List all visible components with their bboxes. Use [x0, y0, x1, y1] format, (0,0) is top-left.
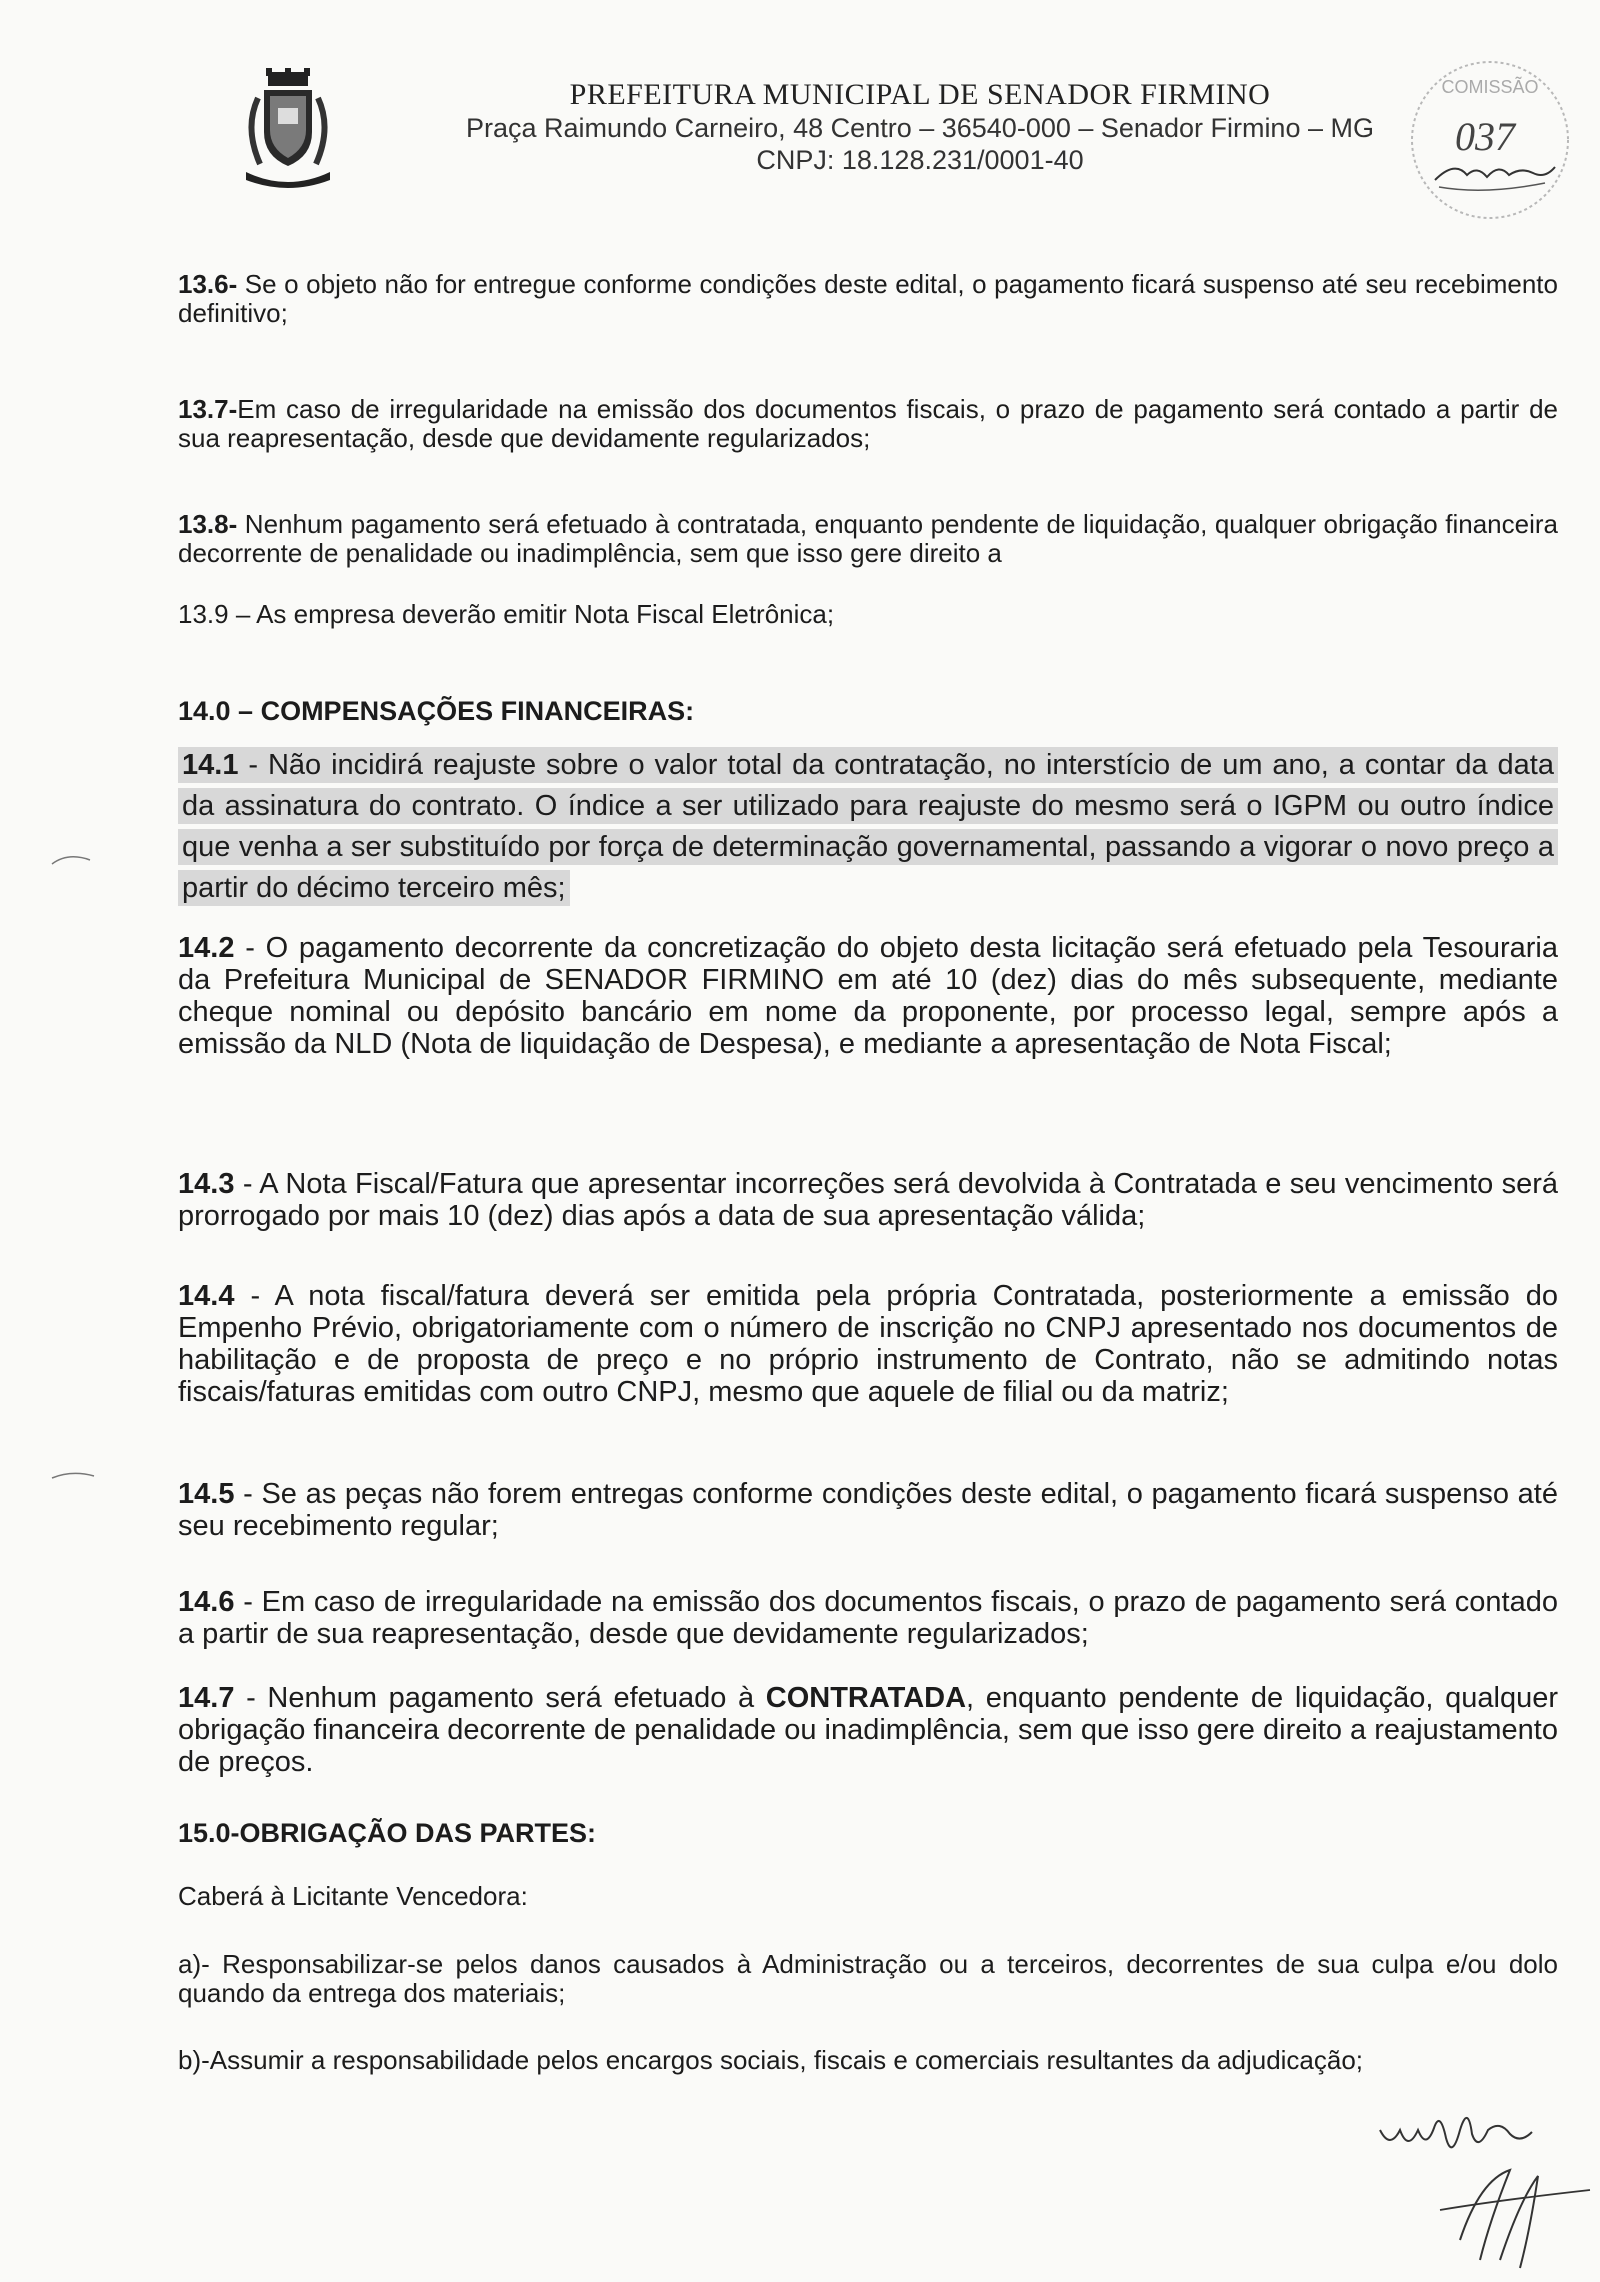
clause-text: - Se as peças não forem entregas conforme condições deste edital, o pagamento ficará suspenso até seu recebimento regular; — [178, 1478, 1558, 1542]
clause-text: - A nota fiscal/fatura deverá ser emitida pela própria Contratada, posteriormente a emissão do Empenho Prévio, obrigatoriamente com o número de inscrição no CNPJ apresentado nos documentos de habilitação e de proposta de preço e no próprio instrumento de Contrato, não se admitindo notas fiscais/faturas emitidas com outro CNPJ, mesmo que aquele de filial ou da matriz; — [178, 1280, 1558, 1408]
clause-14-2 — [178, 932, 1558, 1060]
section-15-heading — [178, 1818, 1558, 1849]
prefecture-cnpj: CNPJ: 18.128.231/0001-40 — [756, 145, 1084, 175]
clause-text: - Não incidirá reajuste sobre o valor total da contratação, no interstício de um ano, a contar da data da assinatura do contrato. O índice a ser utilizado para reajuste do mesmo será o IGPM ou outro índice que venha a ser substituído por força de determinação governamental, passando a vigorar o novo preço a partir do décimo terceiro mês; — [182, 749, 1554, 904]
clause-text: 13.9 – As empresa deverão emitir Nota Fiscal Eletrônica; — [178, 599, 835, 629]
obligation-text: b)-Assumir a responsabilidade pelos encargos sociais, fiscais e comerciais resultantes da adjudicação; — [178, 2045, 1364, 2075]
clause-number: 14.5 — [178, 1478, 235, 1510]
stamp-page-number: 037 — [1455, 114, 1515, 159]
clause-number: 14.1 — [182, 749, 239, 781]
clause-number: 13.8- — [178, 509, 238, 539]
clause-text: - A Nota Fiscal/Fatura que apresentar incorreções será devolvida à Contratada e seu vencimento será prorrogado por mais 10 (dez) dias após a data de sua apresentação válida; — [178, 1168, 1558, 1232]
clause-number: 14.6 — [178, 1586, 235, 1618]
clause-number: 14.3 — [178, 1168, 235, 1200]
prefecture-address: Praça Raimundo Carneiro, 48 Centro – 36540-000 – Senador Firmino – MG — [466, 113, 1374, 143]
clause-number: 13.6- — [178, 269, 238, 299]
municipal-crest-icon — [238, 68, 338, 188]
clause-text-bold: CONTRATADA — [765, 1682, 967, 1714]
commission-stamp — [1405, 55, 1575, 225]
section-heading: 14.0 – COMPENSAÇÕES FINANCEIRAS: — [178, 696, 695, 726]
clause-14-7 — [178, 1682, 1558, 1778]
intro-text: Caberá à Licitante Vencedora: — [178, 1881, 528, 1911]
clause-text-pre: - Nenhum pagamento será efetuado à — [234, 1682, 766, 1714]
clause-text: Se o objeto não for entregue conforme condições deste edital, o pagamento ficará suspenso até seu recebimento definitivo; — [178, 269, 1558, 328]
clause-13-7 — [178, 395, 1558, 453]
section-15-intro — [178, 1882, 1558, 1911]
clause-number: 14.2 — [178, 932, 235, 964]
clause-13-6 — [178, 270, 1558, 328]
section-heading: 15.0-OBRIGAÇÃO DAS PARTES: — [178, 1818, 597, 1848]
obligation-a — [178, 1950, 1558, 2008]
prefecture-title: PREFEITURA MUNICIPAL DE SENADOR FIRMINO — [569, 78, 1271, 111]
clause-14-1 — [178, 745, 1558, 909]
obligation-b — [178, 2046, 1558, 2075]
clause-14-3 — [178, 1168, 1558, 1232]
letterhead — [420, 78, 1420, 176]
clause-text: Nenhum pagamento será efetuado à contratada, enquanto pendente de liquidação, qualquer obrigação financeira decorrente de penalidade ou inadimplência, sem que isso gere direito a — [178, 509, 1558, 568]
clause-14-5 — [178, 1478, 1558, 1542]
clause-text: - O pagamento decorrente da concretização do objeto desta licitação será efetuado pela Tesouraria da Prefeitura Municipal de SENADOR FIRMINO em até 10 (dez) dias do mês subsequente, mediante cheque nominal ou depósito bancário em nome da proponente, por processo legal, sempre após a emissão da NLD (Nota de liquidação de Despesa), e mediante a apresentação de Nota Fiscal; — [178, 932, 1558, 1060]
clause-14-6 — [178, 1586, 1558, 1650]
clause-text-post: , enquanto pendente de liquidação, qualquer obrigação financeira decorrente de penalidade ou inadimplência, sem que isso gere direito a reajustamento de preços. — [178, 1682, 1558, 1778]
clause-number: 13.7- — [178, 394, 238, 424]
obligation-text: a)- Responsabilizar-se pelos danos causados à Administração ou a terceiros, decorrentes de sua culpa e/ou dolo quando da entrega dos materiais; — [178, 1949, 1558, 2008]
clause-number: 14.4 — [178, 1280, 235, 1312]
clause-14-4 — [178, 1280, 1558, 1408]
section-14-heading — [178, 696, 1558, 727]
clause-text: Em caso de irregularidade na emissão dos documentos fiscais, o prazo de pagamento será contado a partir de sua reapresentação, desde que devidamente regularizados; — [178, 394, 1558, 453]
clause-text: - Em caso de irregularidade na emissão dos documentos fiscais, o prazo de pagamento será contado a partir de sua reapresentação, desde que devidamente regularizados; — [178, 1586, 1558, 1650]
handwritten-signature — [1360, 2090, 1600, 2280]
margin-mark — [50, 1468, 100, 1488]
clause-13-9 — [178, 600, 1558, 629]
clause-number: 14.7 — [178, 1682, 235, 1714]
stamp-text: COMISSÃO — [1441, 77, 1539, 97]
clause-13-8 — [178, 510, 1558, 568]
margin-mark — [50, 848, 100, 868]
